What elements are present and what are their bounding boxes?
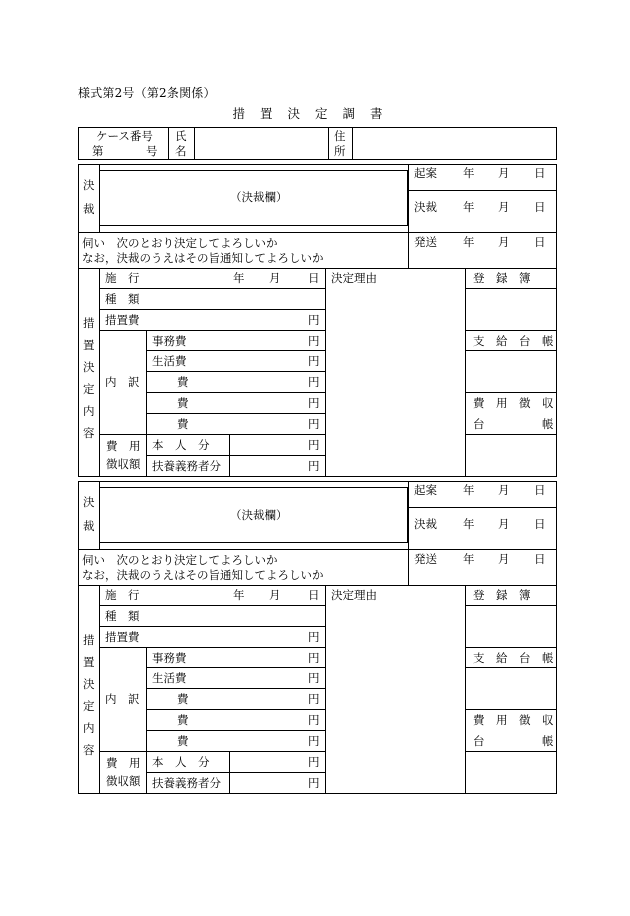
content-vertical-char: 容: [83, 743, 95, 757]
month-label: 月: [498, 483, 510, 497]
fee-label: 費: [177, 417, 189, 431]
content-vertical-char: 定: [83, 699, 95, 713]
enforce-label: 施 行: [105, 588, 140, 602]
breakdown-label: 内 訳: [105, 375, 140, 389]
day-label: 日: [534, 552, 546, 566]
pay-ledger-label: 支 給 台 帳: [473, 334, 554, 348]
month-label: 月: [498, 166, 510, 180]
living-cost-label: 生活費: [152, 671, 187, 685]
collect-label-2: 徴収額: [106, 774, 141, 788]
send-label: 発送: [414, 552, 437, 566]
self-share-label: 本 人 分: [152, 438, 210, 452]
month-label: 月: [498, 552, 510, 566]
document-title: 措置決定調書: [232, 106, 398, 121]
content-vertical-char: 措: [83, 316, 95, 330]
yen-unit: 円: [308, 334, 320, 348]
fee-label: 費: [177, 734, 189, 748]
collect-ledger-label-1: 費 用 徴 収: [473, 713, 554, 727]
day-label: 日: [534, 200, 546, 214]
inquiry-line-1: 伺い 次のとおり決定してよろしいか: [82, 553, 278, 567]
day-label: 日: [534, 166, 546, 180]
decision-column-label: （決裁欄）: [230, 190, 288, 204]
year-label: 年: [233, 588, 245, 602]
fee-label: 費: [177, 692, 189, 706]
content-vertical-char: 定: [83, 382, 95, 396]
number-label-dai: 第: [92, 144, 104, 158]
fee-label: 費: [177, 396, 189, 410]
self-share-label: 本 人 分: [152, 755, 210, 769]
form-number: 様式第2号（第2条関係）: [78, 86, 216, 100]
pay-ledger-label: 支 給 台 帳: [473, 651, 554, 665]
fee-label: 費: [177, 713, 189, 727]
address-label-1: 住: [334, 129, 346, 143]
yen-unit: 円: [308, 417, 320, 431]
yen-unit: 円: [308, 313, 320, 327]
case-number-label: ケース番号: [96, 129, 153, 143]
yen-unit: 円: [308, 692, 320, 706]
content-vertical-char: 決: [83, 677, 95, 691]
year-label: 年: [463, 483, 475, 497]
content-vertical-char: 措: [83, 633, 95, 647]
name-label-1: 氏: [175, 129, 187, 143]
day-label: 日: [308, 271, 320, 285]
yen-unit: 円: [308, 459, 320, 473]
decision-label-1: 決: [83, 495, 95, 509]
yen-unit: 円: [308, 776, 320, 790]
year-label: 年: [463, 166, 475, 180]
content-vertical-char: 容: [83, 426, 95, 440]
fee-label: 費: [177, 375, 189, 389]
approve-label: 決裁: [414, 200, 437, 214]
yen-unit: 円: [308, 671, 320, 685]
supporter-share-label: 扶養義務者分: [152, 459, 221, 473]
month-label: 月: [498, 517, 510, 531]
send-label: 発送: [414, 235, 437, 249]
enforce-label: 施 行: [105, 271, 140, 285]
year-label: 年: [463, 200, 475, 214]
office-cost-label: 事務費: [152, 651, 187, 665]
yen-unit: 円: [308, 354, 320, 368]
decision-label-2: 裁: [83, 519, 95, 533]
year-label: 年: [463, 552, 475, 566]
register-label: 登 録 簿: [473, 271, 531, 285]
day-label: 日: [534, 517, 546, 531]
approve-label: 決裁: [414, 517, 437, 531]
content-vertical-char: 置: [83, 338, 95, 352]
inquiry-line-2: なお，決裁のうえはその旨通知してよろしいか: [82, 251, 324, 265]
yen-unit: 円: [308, 630, 320, 644]
address-label-2: 所: [334, 144, 346, 158]
month-label: 月: [269, 588, 281, 602]
collect-ledger-label-2: 台 帳: [473, 734, 554, 748]
draft-label: 起案: [414, 166, 437, 180]
year-label: 年: [463, 517, 475, 531]
collect-ledger-label-1: 費 用 徴 収: [473, 396, 554, 410]
yen-unit: 円: [308, 734, 320, 748]
yen-unit: 円: [308, 375, 320, 389]
content-vertical-char: 決: [83, 360, 95, 374]
yen-unit: 円: [308, 713, 320, 727]
register-label: 登 録 簿: [473, 588, 531, 602]
collect-label-2: 徴収額: [106, 457, 141, 471]
day-label: 日: [534, 483, 546, 497]
inquiry-line-2: なお，決裁のうえはその旨通知してよろしいか: [82, 568, 324, 582]
number-label-go: 号: [146, 144, 158, 158]
breakdown-label: 内 訳: [105, 692, 140, 706]
cost-label: 措置費: [105, 313, 140, 327]
content-vertical-char: 内: [83, 721, 95, 735]
office-cost-label: 事務費: [152, 334, 187, 348]
name-label-2: 名: [175, 144, 187, 158]
month-label: 月: [269, 271, 281, 285]
kind-label: 種 類: [105, 292, 140, 306]
cost-label: 措置費: [105, 630, 140, 644]
reason-label: 決定理由: [331, 588, 377, 602]
year-label: 年: [463, 235, 475, 249]
day-label: 日: [308, 588, 320, 602]
draft-label: 起案: [414, 483, 437, 497]
decision-column-label: （決裁欄）: [230, 508, 288, 522]
content-vertical-char: 内: [83, 404, 95, 418]
content-vertical-char: 置: [83, 655, 95, 669]
decision-label-1: 決: [83, 178, 95, 192]
yen-unit: 円: [308, 438, 320, 452]
collect-label-1: 費 用: [106, 756, 141, 770]
year-label: 年: [233, 271, 245, 285]
yen-unit: 円: [308, 396, 320, 410]
decision-label-2: 裁: [83, 202, 95, 216]
living-cost-label: 生活費: [152, 354, 187, 368]
yen-unit: 円: [308, 755, 320, 769]
kind-label: 種 類: [105, 609, 140, 623]
month-label: 月: [498, 200, 510, 214]
day-label: 日: [534, 235, 546, 249]
collect-label-1: 費 用: [106, 439, 141, 453]
yen-unit: 円: [308, 651, 320, 665]
collect-ledger-label-2: 台 帳: [473, 417, 554, 431]
supporter-share-label: 扶養義務者分: [152, 776, 221, 790]
inquiry-line-1: 伺い 次のとおり決定してよろしいか: [82, 236, 278, 250]
month-label: 月: [498, 235, 510, 249]
reason-label: 決定理由: [331, 271, 377, 285]
